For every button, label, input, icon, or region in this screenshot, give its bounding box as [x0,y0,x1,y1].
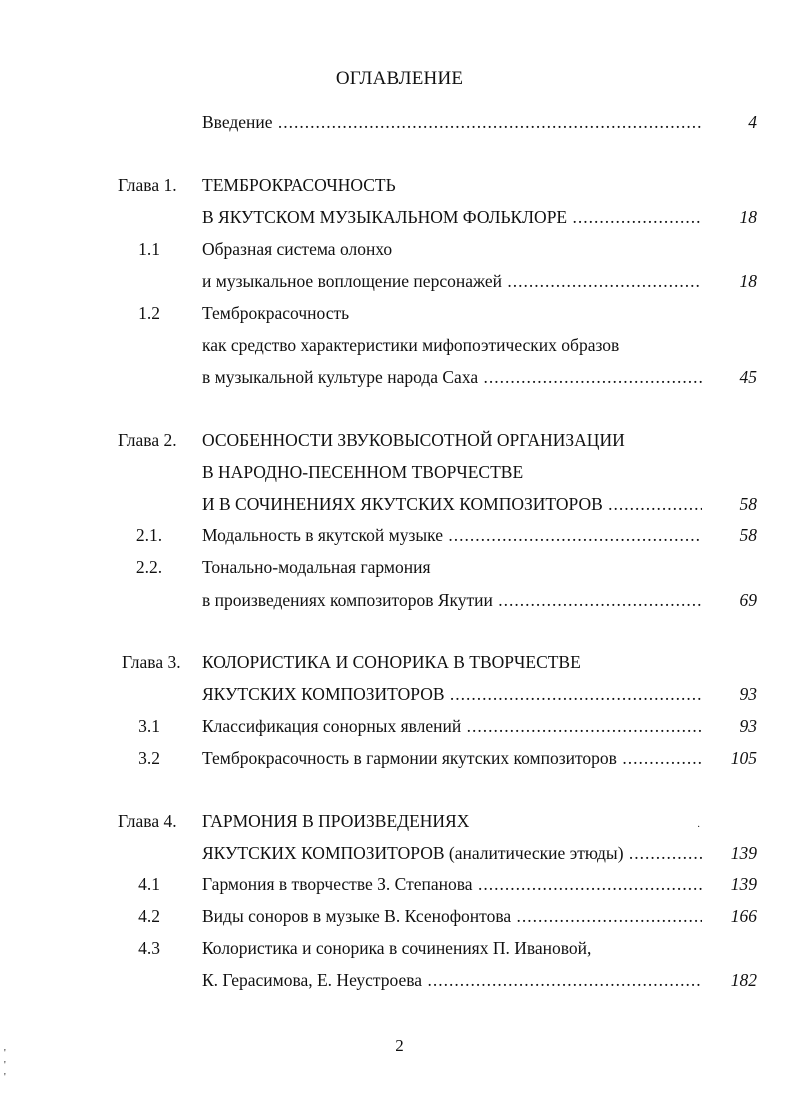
section-2-1-line1: Модальность в якутской музыке ..... [202,522,702,548]
page-title: ОГЛАВЛЕНИЕ [335,68,464,89]
chapter-3-title-line1: КОЛОРИСТИКА И СОНОРИКА В ТВОРЧЕСТВЕ [202,652,581,672]
chapter-2-title-line2: В НАРОДНО-ПЕСЕННОМ ТВОРЧЕСТВЕ [202,462,524,482]
section-2-2-page: 69 [739,590,757,610]
section-4-1-page: 139 [730,874,757,894]
section-4-2-page: 166 [730,906,757,926]
section-4-2-line1: Виды соноров в музыке В. Ксенофонтова ..... [202,903,702,929]
section-1-1-number: 1.1 [138,239,160,259]
section-1-1-line2: и музыкальное воплощение персонажей ..... [202,268,702,294]
section-3-1-number: 3.1 [138,716,160,736]
section-4-3-line2: К. Герасимова, Е. Неустроева ..... [202,967,702,993]
chapter-2-page: 58 [739,494,757,514]
section-4-1-number: 4.1 [138,874,160,894]
section-3-2-number: 3.2 [138,748,160,768]
section-3-2-line1: Темброкрасочность в гармонии якутских композиторов ..... [202,745,702,771]
section-2-2-line2: в произведениях композиторов Якутии ..... [202,587,702,613]
chapter-3-page: 93 [739,684,757,704]
chapter-4-label: Глава 4. [118,811,177,831]
chapter-3-title-line2: ЯКУТСКИХ КОМПОЗИТОРОВ ..... [202,681,702,707]
section-1-2-number: 1.2 [138,303,160,323]
chapter-1-page: 18 [739,207,757,227]
section-2-1-number: 2.1. [135,525,163,545]
section-4-3-line1: Колористика и сонорика в сочинениях П. Ивановой, [202,938,592,958]
section-1-2-line1: Темброкрасочность [202,303,350,323]
chapter-1-title-line2: В ЯКУТСКОМ МУЗЫКАЛЬНОМ ФОЛЬКЛОРЕ ..... [202,204,702,230]
page-number: 2 [395,1036,404,1055]
section-1-1-line1: Образная система олонхо [202,239,393,259]
section-4-3-number: 4.3 [138,938,160,958]
section-2-1-page: 58 [739,525,757,545]
scan-speck: · [697,822,701,833]
section-4-2-number: 4.2 [138,906,160,926]
section-1-2-line2: как средство характеристики мифопоэтических образов [202,335,620,355]
section-2-2-number: 2.2. [135,557,163,577]
section-3-1-page: 93 [739,716,757,736]
section-2-2-line1: Тонально-модальная гармония [202,557,431,577]
section-3-2-page: 105 [730,748,757,768]
toc-intro-page: 4 [748,112,757,132]
section-4-3-page: 182 [730,970,757,990]
section-4-1-line1: Гармония в творчестве З. Степанова ..... [202,871,702,897]
chapter-4-title-line1: ГАРМОНИЯ В ПРОИЗВЕДЕНИЯХ [202,811,470,831]
section-1-2-line3: в музыкальной культуре народа Саха ..... [202,364,702,390]
chapter-2-title-line3: И В СОЧИНЕНИЯХ ЯКУТСКИХ КОМПОЗИТОРОВ ..... [202,491,702,517]
section-1-1-page: 18 [739,271,757,291]
chapter-2-label: Глава 2. [118,430,177,450]
toc-intro: Введение ..... [202,109,702,135]
chapter-3-label: Глава 3. [122,652,181,672]
chapter-2-title-line1: ОСОБЕННОСТИ ЗВУКОВЫСОТНОЙ ОРГАНИЗАЦИИ [202,430,625,450]
chapter-1-label: Глава 1. [118,175,177,195]
scan-edge-marks: ' ' ' [4,1048,6,1083]
chapter-1-title-line1: ТЕМБРОКРАСОЧНОСТЬ [202,175,396,195]
chapter-4-page: 139 [730,843,757,863]
chapter-4-title-line2: ЯКУТСКИХ КОМПОЗИТОРОВ (аналитические этюды) ..... [202,840,702,866]
section-1-2-page: 45 [739,367,757,387]
section-3-1-line1: Классификация сонорных явлений ..... [202,713,702,739]
